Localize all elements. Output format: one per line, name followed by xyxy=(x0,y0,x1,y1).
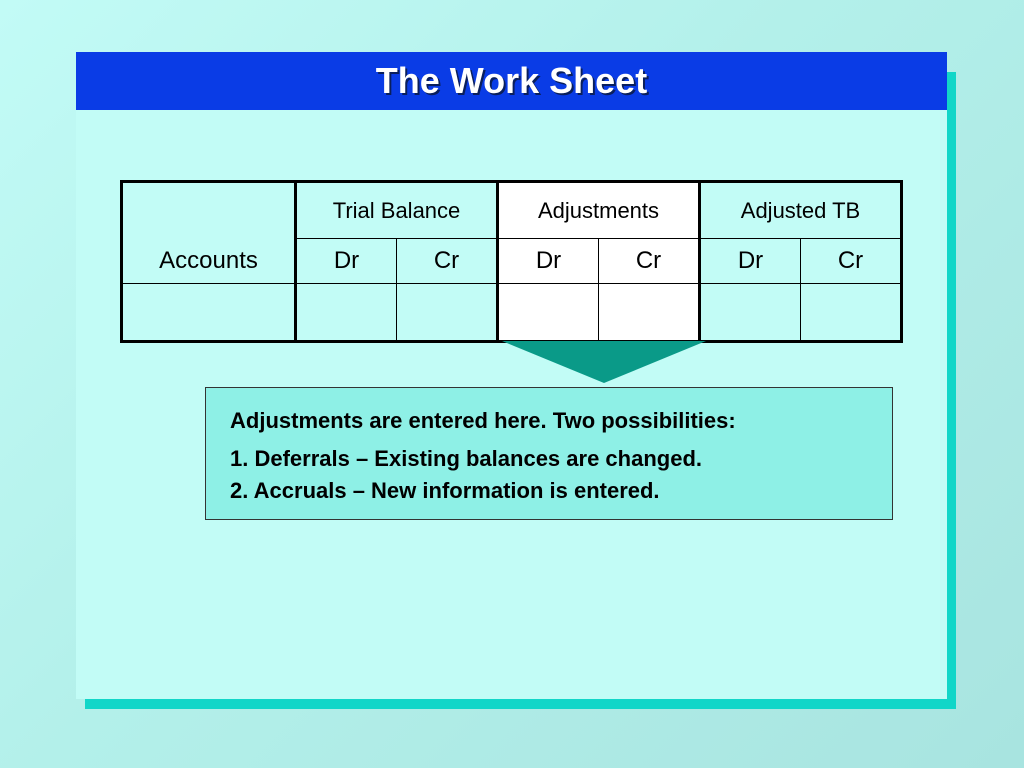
adjusted-tb-dr-header: Dr xyxy=(700,239,801,284)
group-header-row xyxy=(122,182,902,239)
adjustments-cr-header: Cr xyxy=(599,239,700,284)
trial-balance-cr-header: Cr xyxy=(397,239,498,284)
group-header-trial-balance: Trial Balance xyxy=(296,182,498,239)
trial-balance-cr-cell xyxy=(397,284,498,342)
adjusted-tb-dr-cell xyxy=(700,284,801,342)
trial-balance-dr-cell xyxy=(296,284,397,342)
group-header-adjusted-tb: Adjusted TB xyxy=(700,182,902,239)
worksheet-table xyxy=(120,180,903,343)
title-bar xyxy=(76,52,947,110)
trial-balance-dr-header: Dr xyxy=(296,239,397,284)
table-row xyxy=(122,284,902,342)
slide xyxy=(76,52,947,699)
adjustments-cr-cell xyxy=(599,284,700,342)
adjustments-dr-cell xyxy=(498,284,599,342)
note-item-accruals: 2. Accruals – New information is entered. xyxy=(230,478,660,503)
note-intro: Adjustments are entered here. Two possibilities: xyxy=(230,408,736,433)
note-box xyxy=(205,387,893,520)
adjusted-tb-cr-header: Cr xyxy=(801,239,902,284)
accounts-header: Accounts xyxy=(122,182,296,284)
note-item-deferrals: 1. Deferrals – Existing balances are changed. xyxy=(230,446,702,471)
slide-title: The Work Sheet xyxy=(375,60,648,101)
down-arrow-icon xyxy=(502,341,706,383)
adjusted-tb-cr-cell xyxy=(801,284,902,342)
adjustments-dr-header: Dr xyxy=(498,239,599,284)
group-header-adjustments: Adjustments xyxy=(498,182,700,239)
accounts-cell xyxy=(122,284,296,342)
